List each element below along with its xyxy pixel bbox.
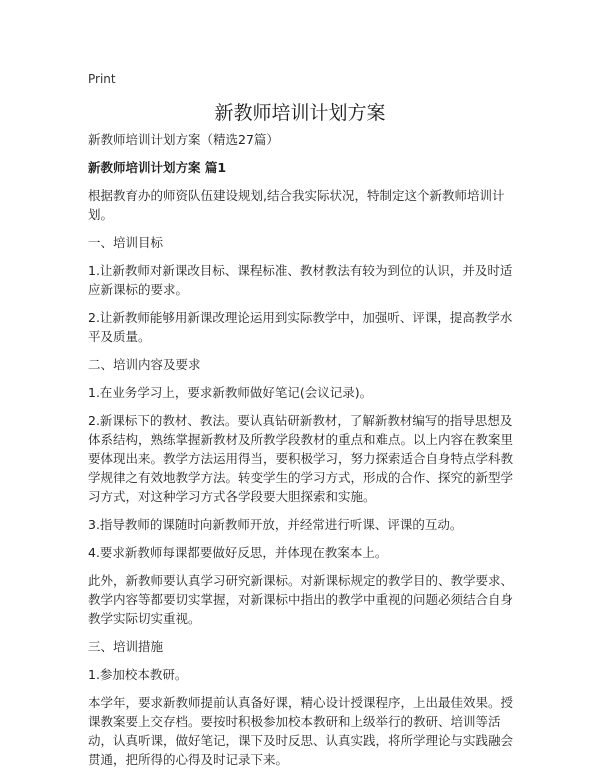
section-heading: 一、培训目标 (88, 235, 164, 250)
paragraph: 4.要求新教师每课都要做好反思，并体现在教案本上。 (88, 545, 388, 560)
paragraph: 本学年，要求新教师提前认真备好课，精心设计授课程序，上出最佳效果。授课教案要上交存档。要按时积极参加校本教研和上级举行的教研、培训等活动，认真听课，做好笔记，课下及时反思、认真实践，将所学理论与实践融会贯通，把所得的心得及时记录下来。 (88, 695, 514, 767)
paragraph: 此外，新教师要认真学习研究新课标。对新课标规定的教学目的、教学要求、教学内容等都要切实掌握，对新课标中指出的教学中重视的问题必须结合自身教学实际切实重视。 (88, 573, 514, 626)
paragraph: 1.在业务学习上，要求新教师做好笔记(会议记录)。 (88, 385, 373, 400)
document-subtitle: 新教师培训计划方案（精选27篇） (88, 132, 279, 147)
print-link[interactable]: Print (88, 72, 116, 86)
paragraph: 1.让新教师对新课改目标、课程标准、教材教法有较为到位的认识，并及时适应新课标的要求。 (88, 263, 513, 297)
document-title: 新教师培训计划方案 (214, 102, 386, 124)
section-heading: 二、培训内容及要求 (88, 357, 201, 372)
paragraph: 1.参加校本教研。 (88, 667, 188, 682)
document-body (88, 130, 516, 776)
section-heading: 新教师培训计划方案 篇1 (88, 160, 227, 175)
paragraph: 3.指导教师的课随时向新教师开放，并经常进行听课、评课的互动。 (88, 517, 463, 532)
paragraph: 2.让新教师能够用新课改理论运用到实际教学中，加强听、评课，提高教学水平及质量。 (88, 310, 513, 344)
paragraph: 根据教育办的师资队伍建设规划,结合我实际状况，特制定这个新教师培训计划。 (88, 188, 505, 222)
paragraph: 2.新课标下的教材、教法。要认真钻研新教材，了解新教材编写的指导思想及体系结构，熟练掌握新教材及所教学段教材的重点和难点。以上内容在教案里要体现出来。教学方法运用得当，要积极学习，努力探索适合自身特点学科教学规律之有效地教学方法。转变学生的学习方式，形成的合作、探究的新型学习方式，对这种学习方式各学段要大胆探索和实施。 (88, 413, 514, 504)
section-heading: 三、培训措施 (88, 639, 164, 654)
